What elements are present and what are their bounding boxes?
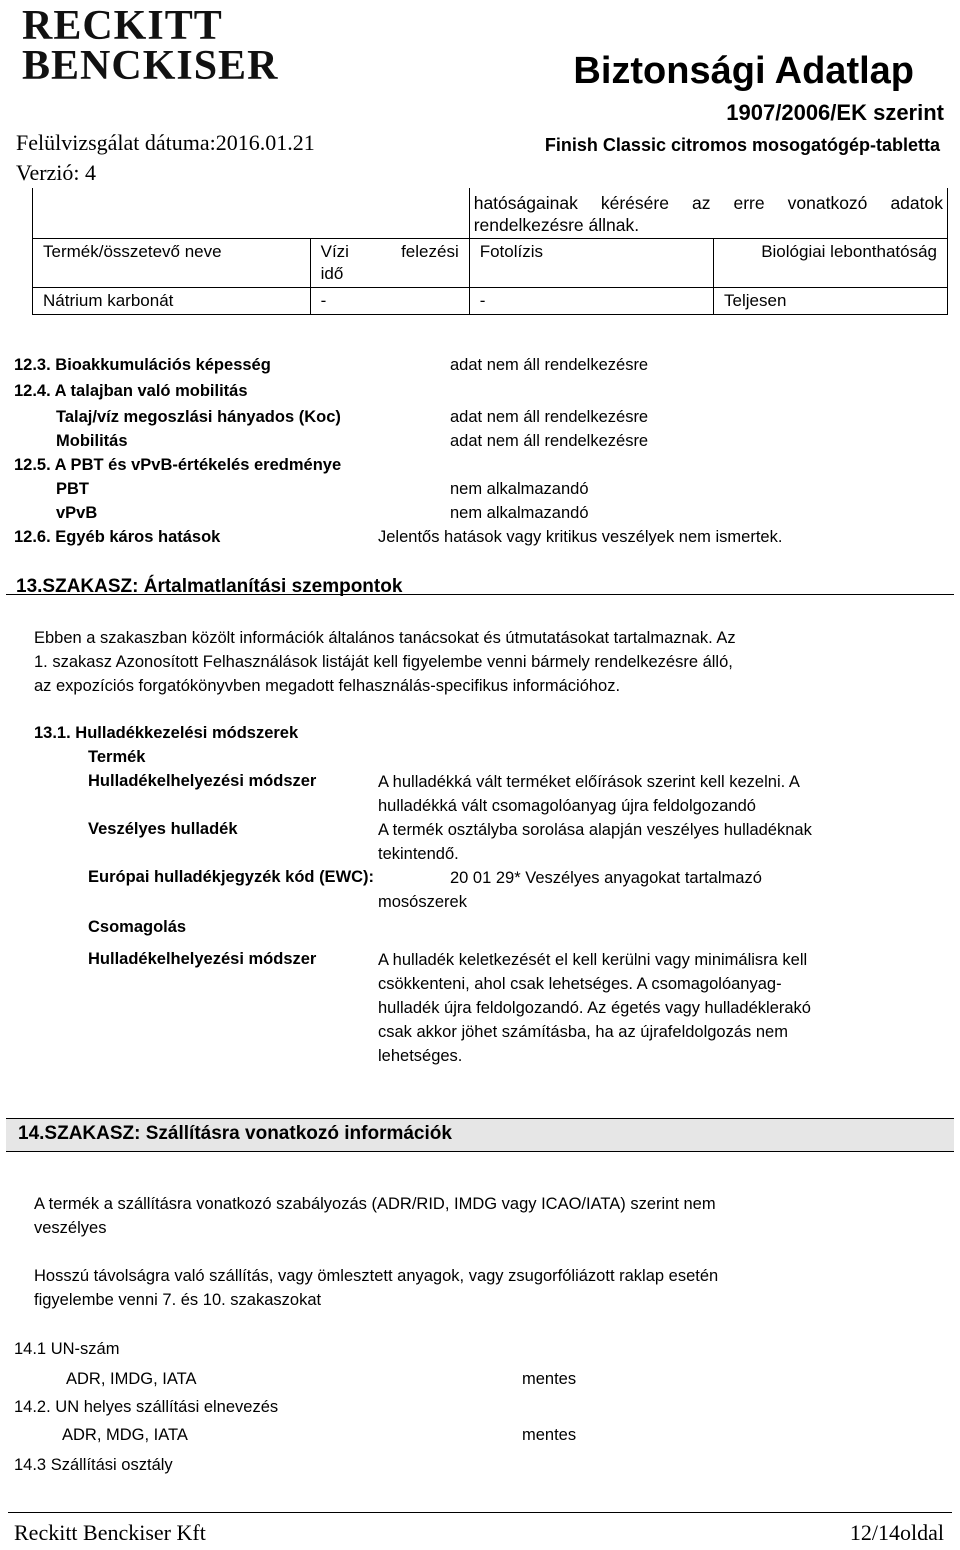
regulation-label: 1907/2006/EK szerint [726,100,944,125]
shipping-name-value: mentes [522,1426,577,1444]
mobility-section-label: 12.4. A talajban való mobilitás [14,382,248,400]
section-13-intro: Ebben a szakaszban közölt információk általános tanácsokat és útmutatásokat tartalmaznak. Az 1. szakasz Azonosított Felhasználások listáját kell figyelembe venni bármely rendelkezésre álló, az expozíciós forgatókönyvben megadott felhasználás-specifikus információhoz. [34,629,736,695]
footer-page-number: 12/14oldal [849,1520,944,1545]
version-label: Verzió: 4 [16,160,97,185]
koc-value: adat nem áll rendelkezésre [450,408,649,426]
pbt-section-label: 12.5. A PBT és vPvB-értékelés eredménye [14,456,342,474]
vpvb-label: vPvB [56,504,98,522]
authority-note: hatóságainak kérésére az erre vonatkozó adatok rendelkezésre állnak. [469,188,947,239]
product-label: Termék [88,748,146,766]
hazardous-waste-label: Veszélyes hulladék [88,820,238,838]
footer-divider [8,1512,952,1513]
pbt-value: nem alkalmazandó [450,480,589,498]
table-top-row [33,188,948,239]
vpvb-value: nem alkalmazandó [450,504,589,522]
header-biodegradability: Biológiai lebonthatóság [714,239,948,288]
disposal-method-label: Hulladékelhelyezési módszer [88,772,317,790]
bioaccumulation-label: 12.3. Bioakkumulációs képesség [14,356,271,374]
logo-line-1: RECKITT [22,3,223,49]
cell-biodegradability: Teljesen [714,288,948,315]
pbt-label: PBT [56,480,89,498]
cell-photolysis: - [469,288,713,315]
other-effects-label: 12.6. Egyéb káros hatások [14,528,221,546]
section-14-paragraph-2: Hosszú távolságra való szállítás, vagy ömlesztett anyagok, vagy zsugorfóliázott raklap esetén figyelembe venni 7. és 10. szakaszokat [34,1267,719,1309]
disposal-method-text: A hulladékká vált terméket előírások szerint kell kezelni. A hulladékká vált csomagolóanyag újra feldolgozandó [378,773,800,815]
table-row [33,288,948,315]
product-name: Finish Classic citromos mosogatógép-tabletta [544,135,940,155]
hazardous-waste-text: A termék osztályba sorolása alapján veszélyes hulladéknak tekintendő. [378,821,812,863]
mobility-value: adat nem áll rendelkezésre [450,432,649,450]
other-effects-value: Jelentős hatások vagy kritikus veszélyek nem ismertek. [378,528,783,546]
un-number-value: mentes [522,1370,577,1388]
mobility-label: Mobilitás [56,432,128,450]
section-14-header [6,1118,954,1152]
packaging-disposal-label: Hulladékelhelyezési módszer [88,950,317,968]
ewc-label: Európai hulladékjegyzék kód (EWC): [88,868,375,886]
waste-methods-title: 13.1. Hulladékkezelési módszerek [34,724,299,742]
table-header-row [33,239,948,288]
company-logo [22,3,279,89]
logo-line-2: BENCKISER [22,43,279,89]
document-title: Biztonsági Adatlap [573,50,914,92]
header-photolysis: Fotolízis [469,239,713,288]
ewc-text-line-2: mosószerek [378,893,467,911]
cell-half-life: - [310,288,469,315]
packaging-label: Csomagolás [88,918,187,936]
shipping-name-label: 14.2. UN helyes szállítási elnevezés [14,1398,279,1416]
un-number-label: 14.1 UN-szám [14,1340,120,1358]
header-substance: Termék/összetevő neve [33,239,311,288]
revision-date: Felülvizsgálat dátuma:2016.01.21 [16,130,315,155]
bioaccumulation-value: adat nem áll rendelkezésre [450,356,649,374]
section-14-title: 14.SZAKASZ: Szállításra vonatkozó információk [18,1123,452,1144]
section-14-paragraph-1: A termék a szállításra vonatkozó szabályozás (ADR/RID, IMDG vagy ICAO/IATA) szerint nem veszélyes [34,1195,716,1237]
shipping-name-regimes: ADR, MDG, IATA [62,1426,188,1444]
section-13-title: 13.SZAKASZ: Ártalmatlanítási szempontok [16,576,403,597]
cell-substance: Nátrium karbonát [33,288,311,315]
transport-class-label: 14.3 Szállítási osztály [14,1456,173,1474]
ewc-text-line-1: 20 01 29* Veszélyes anyagokat tartalmazó [450,869,762,887]
footer-company: Reckitt Benckiser Kft [14,1520,206,1545]
packaging-disposal-text: A hulladék keletkezését el kell kerülni vagy minimálisra kell csökkenteni, ahol csak lehetséges. A csomagolóanyag- hulladék újra feldolgozandó. Az égetés vagy hulladéklerakó csak akkor jöhet számításba, ha az újrafeldolgozás nem lehetséges. [378,951,811,1065]
ecotoxicity-table [32,188,948,315]
header-half-life: Vízi felezési idő [310,239,469,288]
koc-label: Talaj/víz megoszlási hányados (Koc) [56,408,341,426]
section-13-header [6,562,954,595]
un-number-regimes: ADR, IMDG, IATA [66,1370,197,1388]
